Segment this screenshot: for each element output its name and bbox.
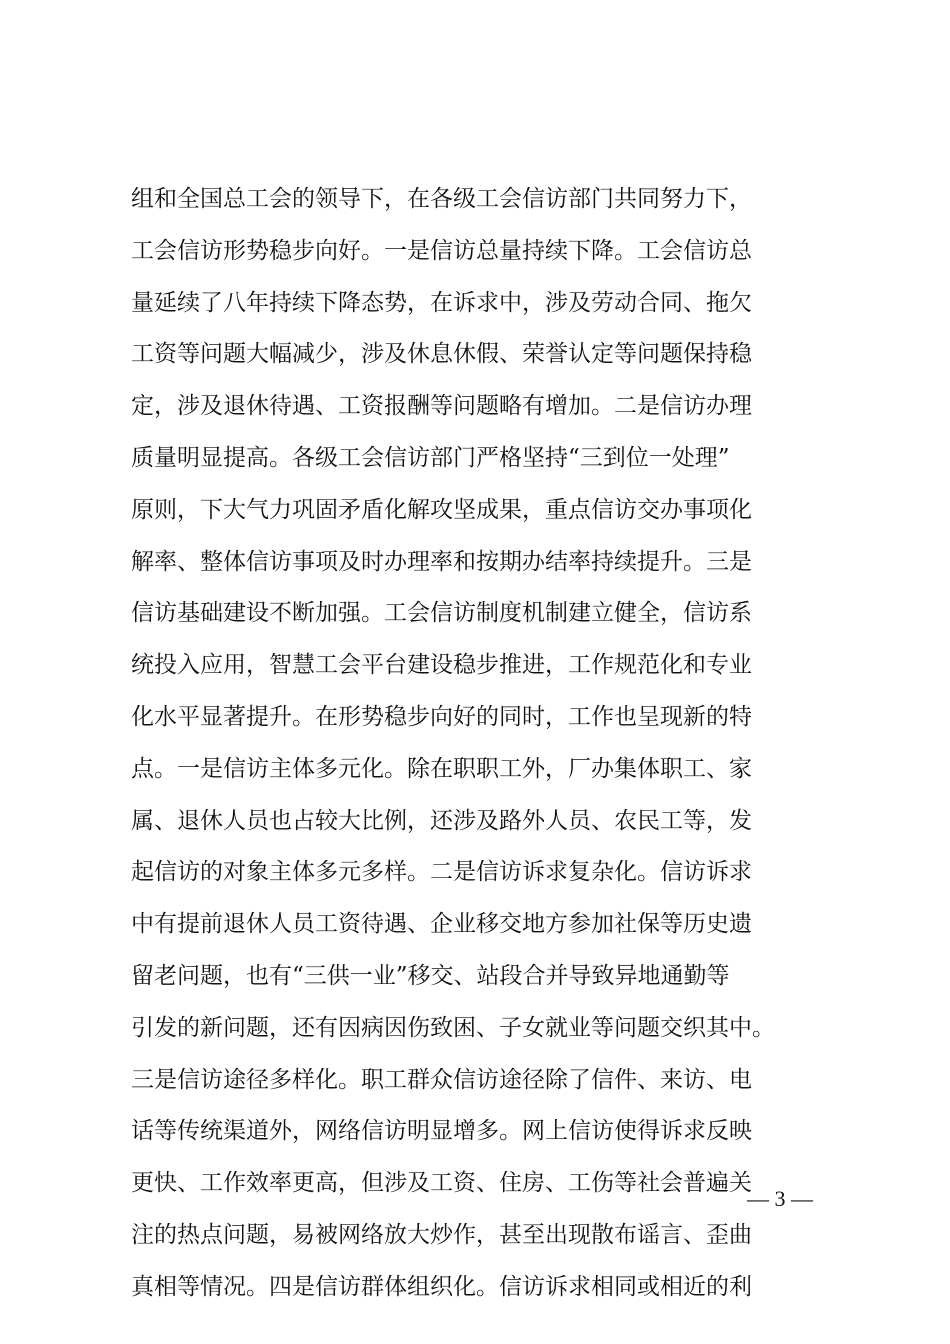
text-line: 留老问题，也有“三供一业”移交、站段合并导致异地通勤等 xyxy=(131,962,730,989)
text-line: 量延续了八年持续下降态势，在诉求中，涉及劳动合同、拖欠 xyxy=(131,289,752,316)
text-line: 统投入应用，智慧工会平台建设稳步推进，工作规范化和专业 xyxy=(131,652,752,679)
text-line: 引发的新问题，还有因病因伤致困、子女就业等问题交织其中。 xyxy=(131,1014,775,1041)
text-line: 化水平显著提升。在形势稳步向好的同时，工作也呈现新的特 xyxy=(131,703,752,730)
body-text xyxy=(131,174,831,1314)
text-line: 三是信访途径多样化。职工群众信访途径除了信件、来访、电 xyxy=(131,1066,752,1093)
text-line: 工资等问题大幅减少，涉及休息休假、荣誉认定等问题保持稳 xyxy=(131,341,752,368)
text-line: 更快、工作效率更高，但涉及工资、住房、工伤等社会普遍关 xyxy=(131,1170,752,1197)
text-line: 真相等情况。四是信访群体组织化。信访诉求相同或相近的利 xyxy=(131,1273,752,1300)
text-line: 解率、整体信访事项及时办理率和按期办结率持续提升。三是 xyxy=(131,548,752,575)
text-line: 信访基础建设不断加强。工会信访制度机制建立健全，信访系 xyxy=(131,600,752,627)
text-line: 中有提前退休人员工资待遇、企业移交地方参加社保等历史遗 xyxy=(131,911,752,938)
text-line: 注的热点问题，易被网络放大炒作，甚至出现散布谣言、歪曲 xyxy=(131,1221,752,1248)
text-line: 点。一是信访主体多元化。除在职职工外，厂办集体职工、家 xyxy=(131,755,752,782)
page-number: — 3 — xyxy=(747,1186,813,1211)
text-line: 属、退休人员也占较大比例，还涉及路外人员、农民工等，发 xyxy=(131,807,752,834)
text-line: 起信访的对象主体多元多样。二是信访诉求复杂化。信访诉求 xyxy=(131,859,752,886)
text-line: 话等传统渠道外，网络信访明显增多。网上信访使得诉求反映 xyxy=(131,1118,752,1145)
text-line: 定，涉及退休待遇、工资报酬等问题略有增加。二是信访办理 xyxy=(131,393,752,420)
text-line: 质量明显提高。各级工会信访部门严格坚持“三到位一处理” xyxy=(131,444,730,471)
text-line: 组和全国总工会的领导下，在各级工会信访部门共同努力下， xyxy=(131,186,752,212)
text-line: 原则，下大气力巩固矛盾化解攻坚成果，重点信访交办事项化 xyxy=(131,496,752,523)
text-line: 工会信访形势稳步向好。一是信访总量持续下降。工会信访总 xyxy=(131,237,752,264)
